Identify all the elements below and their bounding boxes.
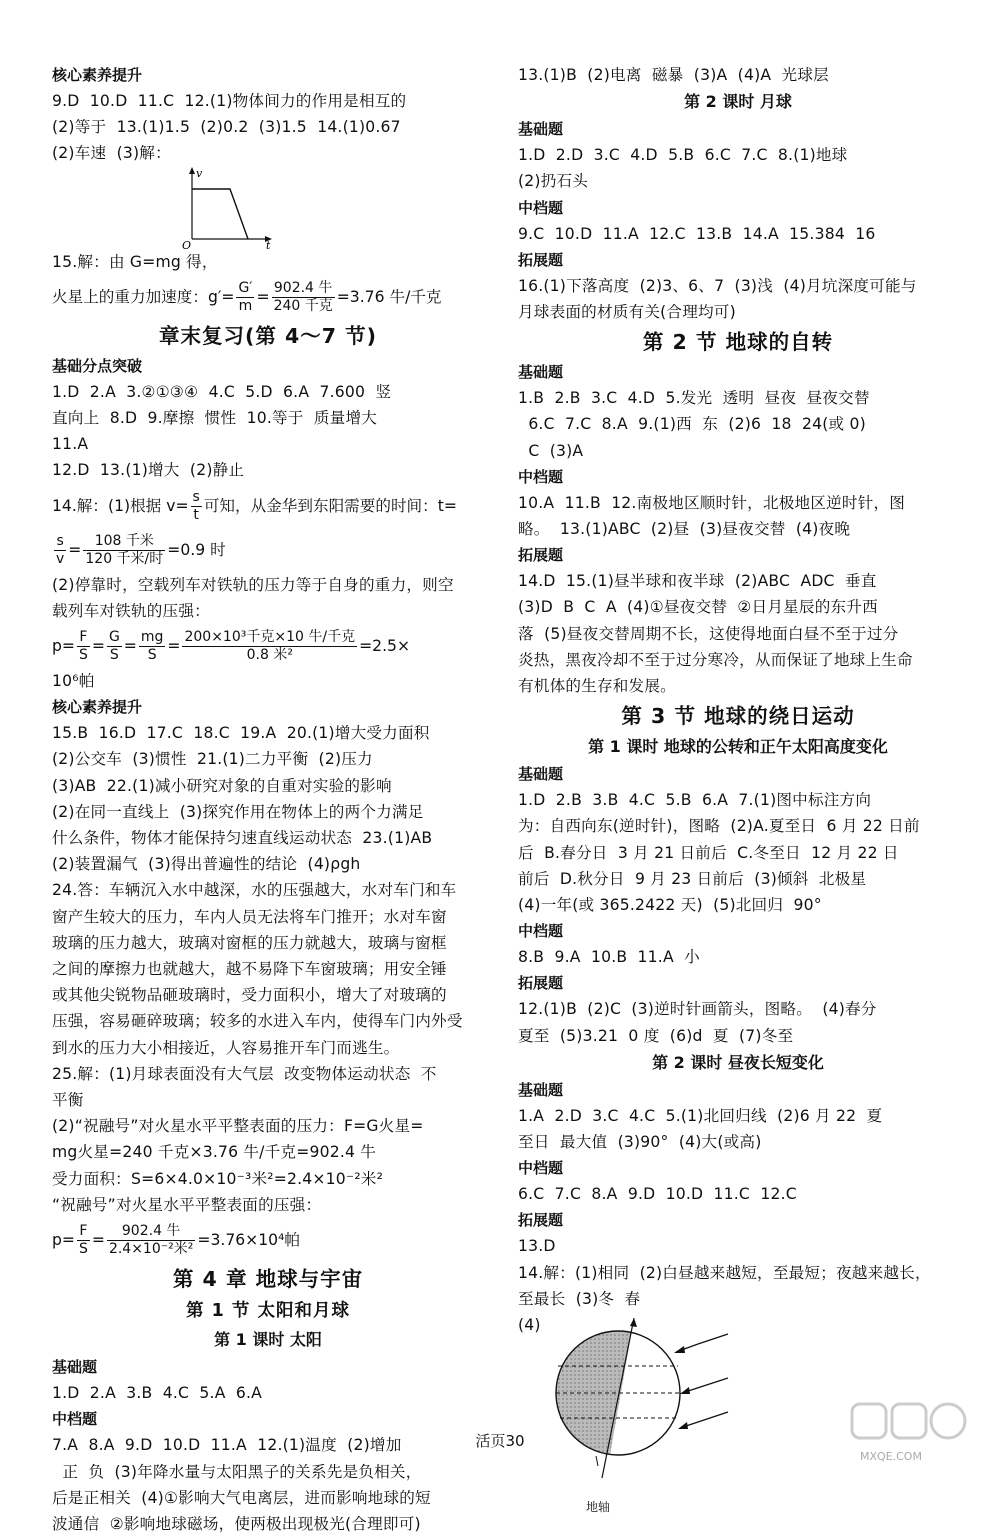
section-heading: 章末复习(第 4～7 节) (158, 323, 378, 348)
answer-line: 为：自西向东(逆时针)，图略 (2)A.夏至日 6 月 22 日前 (518, 817, 920, 836)
answer-line: 6.C 7.C 8.A 9.D 10.D 11.C 12.C (518, 1185, 797, 1204)
velocity-graph (52, 167, 484, 249)
formula-line: p= $\frac{F}{S}$ = $\frac{G}{S}$ = $\frac{mg}{S}$ = $\frac{\text{200×10³千克×10 牛/千克}}{\text{0.8 米²}}$ =2.5× (52, 629, 411, 664)
fraction: $\frac{F}{S}$ (78, 1223, 88, 1258)
answer-line: C (3)A (518, 441, 584, 460)
answer-line: 12.D 13.(1)增大 (2)静止 (52, 461, 245, 480)
section-label: 基础题 (52, 1358, 98, 1377)
section-label: 中档题 (518, 1159, 564, 1178)
answer-line: 1.D 2.D 3.C 4.D 5.B 6.C 7.C 8.(1)地球 (518, 146, 848, 165)
section-label: 拓展题 (518, 250, 564, 269)
answer-line: (4) (518, 1316, 541, 1335)
section-label: 基础题 (518, 765, 564, 784)
formula-line: p= $\frac{F}{S}$ = $\frac{\text{902.4 牛}}{\text{2.4×10⁻²米²}}$ =3.76×10⁴帕 (52, 1223, 300, 1258)
answer-line: 15.解：由 G=mg 得， (52, 252, 218, 271)
answer-line: “祝融号”对火星水平平整表面的压强： (52, 1195, 322, 1214)
answer-line: 略。 13.(1)ABC (2)昼 (3)昼夜交替 (4)夜晚 (518, 520, 851, 539)
answer-line: 玻璃的压力越大，玻璃对窗框的压力就越大，玻璃与窗框 (52, 933, 447, 952)
graph-o-label: O (182, 238, 192, 249)
graph-t-label: t (266, 238, 271, 249)
answer-line: 正 负 (3)年降水量与太阳黑子的关系先是负相关， (52, 1462, 422, 1481)
section-label: 核心素养提升 (52, 66, 143, 84)
lesson-heading: 第 2 课时 月球 (684, 92, 792, 112)
fraction: $\frac{mg}{S}$ (140, 629, 164, 664)
chapter-heading: 第 4 章 地球与宇宙 (172, 1267, 364, 1292)
answer-line: (3)D B C A (4)①昼夜交替 ②日月星辰的东升西 (518, 598, 878, 617)
answer-line: 14.解：(1)相同 (2)白昼越来越短，至最短；夜越来越长， (518, 1263, 931, 1282)
answer-line: 波通信 ②影响地球磁场，使两极出现极光(合理即可) (52, 1514, 421, 1533)
formula-line: 火星上的重力加速度：g′= $\frac{G'}{m}$ = $\frac{\text{902.4 牛}}{\text{240 千克}}$ =3.76 牛/千克 (52, 279, 442, 314)
answer-line: 1.B 2.B 3.C 4.D 5.发光 透明 昼夜 昼夜交替 (518, 389, 870, 408)
fraction: $\frac{\text{200×10³千克×10 牛/千克}}{\text{0.8 米²}}$ (184, 629, 356, 664)
answer-line: mg火星=240 千克×3.76 牛/千克=902.4 牛 (52, 1143, 377, 1162)
fraction: $\frac{\text{108 千米}}{\text{120 千米/时}}$ (85, 532, 164, 567)
answer-line: 落 (5)昼夜交替周期不长，这使得地面白昼不至于过分 (518, 624, 899, 643)
section-heading: 第 2 节 地球的自转 (642, 330, 834, 355)
answer-line: 10⁶帕 (52, 672, 95, 691)
answer-line: (4)一年(或 365.2422 天) (5)北回归 90° (518, 896, 822, 915)
answer-line: (2)“祝融号”对火星水平平整表面的压力：F=G火星= (52, 1117, 424, 1136)
answer-line: 或其他尖锐物品砸玻璃时，受力面积小，增大了对玻璃的 (52, 986, 447, 1005)
lesson-heading: 第 2 课时 昼夜长短变化 (652, 1052, 824, 1072)
section-heading: 第 3 节 地球的绕日运动 (621, 704, 855, 729)
section-label: 中档题 (52, 1410, 98, 1429)
earth-axis-label: 地轴 (586, 1500, 611, 1515)
answer-line: 到水的压力大小相接近，人容易推开车门而逃生。 (52, 1038, 400, 1057)
answer-line: 有机体的生存和发展。 (518, 677, 676, 696)
answer-line: 14.D 15.(1)昼半球和夜半球 (2)ABC ADC 垂直 (518, 572, 877, 591)
answer-line: 之间的摩擦力也就越大，越不易降下车窗玻璃；用安全锤 (52, 960, 447, 979)
answer-line: 7.A 8.A 9.D 10.D 11.A 12.(1)温度 (2)增加 (52, 1436, 402, 1455)
answer-line: (2)装置漏气 (3)得出普遍性的结论 (4)ρgh (52, 855, 361, 874)
answer-line: 25.解：(1)月球表面没有大气层 改变物体运动状态 不 (52, 1064, 437, 1083)
answer-line: 1.D 2.A 3.②①③④ 4.C 5.D 6.A 7.600 竖 (52, 382, 392, 401)
answer-line: 压强，容易砸碎玻璃；较多的水进入车内，使得车门内外受 (52, 1012, 463, 1031)
lesson-heading: 第 1 课时 地球的公转和正午太阳高度变化 (588, 737, 888, 757)
answer-line: 1.A 2.D 3.C 4.C 5.(1)北回归线 (2)6 月 22 夏 (518, 1106, 883, 1125)
answer-line: 载列车对铁轨的压强： (52, 601, 210, 620)
answer-line: 9.D 10.D 11.C 12.(1)物体间力的作用是相互的 (52, 92, 407, 110)
fraction: $\frac{s}{t}$ (192, 488, 200, 523)
formula-line: $\frac{s}{v}$ = $\frac{\text{108 千米}}{\text{120 千米/时}}$ =0.9 时 (56, 532, 226, 567)
answer-line: 11.A (52, 435, 89, 454)
answer-line: 9.C 10.D 11.A 12.C 13.B 14.A 15.384 16 (518, 224, 876, 243)
answer-line: 13.D (518, 1237, 556, 1256)
answer-line: (3)AB 22.(1)减小研究对象的自重对实验的影响 (52, 776, 392, 795)
answer-line: (2)等于 13.(1)1.5 (2)0.2 (3)1.5 14.(1)0.67 (52, 118, 401, 137)
left-column (52, 62, 484, 1537)
answer-line: 炎热，黑夜冷却不至于过分寒冷，从而保证了地球上生命 (518, 650, 913, 669)
section-label: 中档题 (518, 198, 564, 217)
answer-line: (2)公交车 (3)惯性 21.(1)二力平衡 (2)压力 (52, 750, 373, 769)
answer-line: 13.(1)B (2)电离 磁暴 (3)A (4)A 光球层 (518, 66, 829, 84)
section-label: 拓展题 (518, 974, 564, 993)
section-label: 拓展题 (518, 1211, 564, 1230)
section-label: 基础分点突破 (52, 356, 143, 375)
fraction: $\frac{\text{902.4 牛}}{\text{2.4×10⁻²米²}}$ (108, 1223, 194, 1258)
answer-line: (2)在同一直线上 (3)探究作用在物体上的两个力满足 (52, 802, 424, 821)
formula-line: 14.解：(1)根据 v= $\frac{s}{t}$ 可知，从金华到东阳需要的时间：t= (52, 488, 457, 523)
graph-v-label: v (196, 166, 203, 180)
right-column (518, 62, 958, 1515)
fraction: $\frac{\text{902.4 牛}}{\text{240 千克}}$ (273, 279, 333, 314)
day-night-earth-diagram (538, 1318, 738, 1488)
section-heading: 第 1 节 太阳和月球 (186, 1301, 350, 1322)
answer-line: 什么条件，物体才能保持匀速直线运动状态 23.(1)AB (52, 829, 433, 848)
answer-line: 月球表面的材质有关(合理均可) (518, 303, 736, 322)
answer-line: 24.答：车辆沉入水中越深，水的压强越大，水对车门和车 (52, 881, 457, 900)
section-label: 基础题 (518, 120, 564, 139)
answer-line: 15.B 16.D 17.C 18.C 19.A 20.(1)增大受力面积 (52, 724, 430, 743)
section-label: 中档题 (518, 922, 564, 941)
section-label: 中档题 (518, 467, 564, 486)
watermark-text: MXQE.COM (860, 1450, 922, 1463)
section-label: 基础题 (518, 1080, 564, 1099)
answer-line: 至最长 (3)冬 春 (518, 1289, 641, 1308)
answer-line: (2)车速 (3)解： (52, 144, 171, 163)
answer-line: 至日 最大值 (3)90° (4)大(或高) (518, 1133, 762, 1152)
answer-line: 前后 D.秋分日 9 月 23 日前后 (3)倾斜 北极星 (518, 869, 867, 888)
answer-line: 12.(1)B (2)C (3)逆时针画箭头，图略。 (4)春分 (518, 1000, 877, 1019)
section-label: 拓展题 (518, 546, 564, 565)
answer-line: 1.D 2.A 3.B 4.C 5.A 6.A (52, 1384, 263, 1403)
velocity-time-graph (176, 167, 316, 249)
answer-line: 后是正相关 (4)①影响大气电离层，进而影响地球的短 (52, 1488, 431, 1507)
answer-line: 受力面积：S=6×4.0×10⁻³米²=2.4×10⁻²米² (52, 1169, 384, 1188)
watermark-logo (850, 1398, 970, 1456)
answer-line: (2)停靠时，空载列车对铁轨的压力等于自身的重力，则空 (52, 575, 454, 594)
fraction: $\frac{G}{S}$ (108, 629, 120, 664)
section-label: 基础题 (518, 363, 564, 382)
fraction: $\frac{F}{S}$ (78, 629, 88, 664)
answer-line: 后 B.春分日 3 月 21 日前后 C.冬至日 12 月 22 日 (518, 843, 899, 862)
answer-line: 窗产生较大的压力，车内人员无法将车门推开；水对车窗 (52, 907, 447, 926)
answer-line: 8.B 9.A 10.B 11.A 小 (518, 948, 700, 967)
fraction: $\frac{s}{v}$ (56, 532, 65, 567)
fraction: $\frac{G'}{m}$ (238, 279, 253, 314)
answer-line: 1.D 2.B 3.B 4.C 5.B 6.A 7.(1)图中标注方向 (518, 791, 872, 810)
answer-line: 夏至 (5)3.21 0 度 (6)d 夏 (7)冬至 (518, 1026, 794, 1045)
answer-line: 10.A 11.B 12.南极地区顺时针，北极地区逆时针，图 (518, 493, 906, 512)
answer-line: 平衡 (52, 1091, 84, 1110)
answer-line: 直向上 8.D 9.摩擦 惯性 10.等于 质量增大 (52, 409, 378, 428)
answer-line: 6.C 7.C 8.A 9.(1)西 东 (2)6 18 24(或 0) (518, 415, 866, 434)
answer-line: (2)扔石头 (518, 172, 589, 191)
lesson-heading: 第 1 课时 太阳 (214, 1330, 322, 1350)
page-number: 活页30 (475, 1432, 525, 1450)
answer-line: 16.(1)下落高度 (2)3、6、7 (3)浅 (4)月坑深度可能与 (518, 276, 917, 295)
section-label: 核心素养提升 (52, 698, 143, 717)
